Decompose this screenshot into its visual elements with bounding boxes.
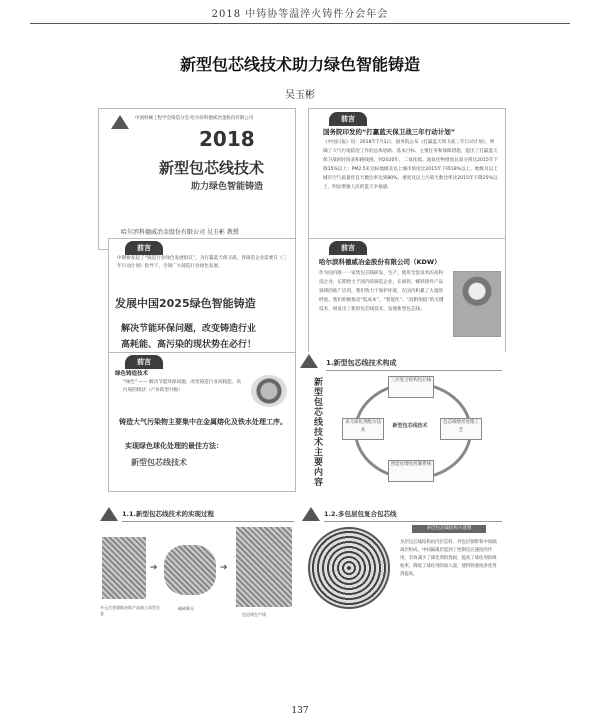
slide-7-caption-3: 包芯线生产线 — [242, 612, 266, 617]
slide-7-caption-1: 多元合金熔炼冶炼产品加工成型合金 — [100, 605, 160, 616]
slide-5-item-3: 铸造大气污染物主要集中在金属熔化及铁水处理工序。 — [119, 418, 287, 426]
slide-4-tag: 前言 — [329, 241, 367, 255]
slide-3-body: 中钢协发起了“铸造行业绿色发展倡议”，为打赢蓝天保卫战，各铸造企业需要在《三年行动计划》指导下，引领广大铸造行业绿色发展。 — [117, 256, 288, 269]
slide-6-title-rule — [326, 370, 502, 371]
slide-6-vertical-title: 新型包芯线技术主要内容 — [314, 378, 324, 488]
slide-1 — [98, 108, 296, 250]
slide-1-company-line: 哈尔滨科德威冶金股份有限公司 吴玉彬 教授 — [121, 229, 239, 236]
slide-7-title-rule — [122, 521, 294, 522]
slide-1-year: 2018 — [199, 127, 255, 151]
slide-5 — [108, 352, 296, 492]
slide-7-photo-3 — [236, 527, 292, 607]
slide-8-logo-icon — [302, 507, 320, 521]
slide-1-top-text: 中国机械工程学会铸造分会 哈尔滨科德威冶金股份有限公司 — [135, 116, 254, 121]
slide-7-arrow-1: ➔ — [150, 563, 158, 573]
slide-3-slogan-1: 解决节能环保问题，改变铸造行业 — [121, 324, 257, 334]
running-header: 2018 中铸协等温淬火铸件分会年会 — [211, 9, 389, 20]
company-logo-icon — [111, 115, 129, 129]
slide-5-item-2: “绿色” —— 解决节能环保问题，改变铸造行业高耗能、高污染的现状（产业转型升级） — [123, 380, 241, 393]
slide-2-heading: 国务院印发的“打赢蓝天保卫战三年行动计划” — [323, 128, 456, 136]
page-number: 137 — [291, 706, 309, 716]
slide-6-node-left: 多元球化剂配方技术 — [342, 418, 384, 440]
slide-7-logo-icon — [100, 507, 118, 521]
slide-6-node-bottom: 智能化喂丝控制系统 — [388, 460, 434, 482]
slide-1-line1: 新型包芯线技术 — [159, 159, 265, 177]
slide-3-headline: 发展中国2025绿色智能铸造 — [115, 297, 256, 310]
slide-6-logo-icon — [300, 354, 318, 368]
slide-7-caption-2: 破碎筛分 — [178, 606, 194, 611]
slide-2-tag: 前言 — [329, 112, 367, 126]
slide-6 — [296, 352, 506, 490]
slide-8-body: 多层包芯线结构由内层芯料、外包层钢带和中间隔离层组成，中间隔离层起到了控制反应速度的作用，有效减少了球化剂的烧损，提高了球化剂的吸收率，降低了球化剂的加入量，使得铁液纯净度得到提高。 — [400, 540, 497, 577]
slide-6-node-top: 三层复合结构包芯线 — [388, 376, 434, 398]
slide-4-heading: 哈尔滨科德威冶金股份有限公司（KDW） — [319, 258, 441, 266]
slide-7-title: 1.1.新型包芯线技术的实现过程 — [122, 510, 214, 518]
header-rule — [30, 23, 570, 24]
slide-5-item-1: 绿色铸造技术 — [115, 371, 149, 377]
slide-3-tag: 前言 — [125, 241, 163, 255]
slide-1-line2: 助力绿色智能铸造 — [191, 182, 264, 192]
slide-5-item-4: 实现绿色球化处理的最佳方法： — [125, 442, 223, 450]
slide-7-arrow-2: ➔ — [220, 563, 228, 573]
slide-6-center: 新型包芯线技术 — [392, 423, 428, 429]
slide-4-photo — [453, 271, 501, 337]
slide-8-label-box: 多层包芯线结构示意图 — [412, 525, 486, 533]
slide-6-node-right: 包芯线喂丝处理工艺 — [440, 418, 482, 440]
slide-6-title: 1.新型包芯线技术构成 — [326, 359, 397, 367]
paper-author: 吴玉彬 — [285, 90, 315, 101]
slide-8 — [300, 505, 506, 635]
slide-3-slogan-2: 高耗能、高污染的现状势在必行！ — [121, 340, 257, 350]
slide-5-item-5: 新型包芯线技术 — [131, 458, 187, 467]
slide-8-title-rule — [324, 521, 502, 522]
slide-5-hands-icon — [251, 375, 287, 407]
slide-5-tag: 前言 — [125, 355, 163, 369]
slide-8-cross-section — [308, 527, 390, 609]
slide-8-title: 1.2.多包层包复合包芯线 — [324, 510, 397, 518]
slide-7-photo-1 — [102, 537, 146, 599]
slide-2 — [308, 108, 506, 250]
slide-7 — [98, 505, 298, 635]
paper-title: 新型包芯线技术助力绿色智能铸造 — [179, 55, 420, 74]
slide-7-photo-2 — [164, 545, 216, 595]
slide-2-body: 《中国日报》讯：2018年7月3日，国务院公布《打赢蓝天保卫战三年行动计划》，明确了大气污染防治工作的总体思路、基本目标、主要任务和保障措施，提出了打赢蓝天保卫战的时间表和路线图。到2020年，二氧化硫、氮氧化物排放总量分别比2015年下降15%以上；PM2.5未达标地级及以上城市浓度比2015年下降18%以上，地级及以上城市空气质量优良天数比率达到80%，重度及以上污染天数比率比2015年下降25%以上，明显增强人民的蓝天幸福感。 — [323, 140, 498, 190]
slide-4-body: 作为国内唯一一家集包芯线研发、生产、使用全套技术的高科技企业，长期致力于国内的铸造企业，在球铁、蠕铁铸件产品领域的推广应用，我们致力于保护环境，在国内积累了大量的经验。我们积极推动“低成本”、“智能化”、“高附加值”的关键技术，研发出了新的包芯线技术，发展新型包芯线。 — [319, 271, 444, 312]
